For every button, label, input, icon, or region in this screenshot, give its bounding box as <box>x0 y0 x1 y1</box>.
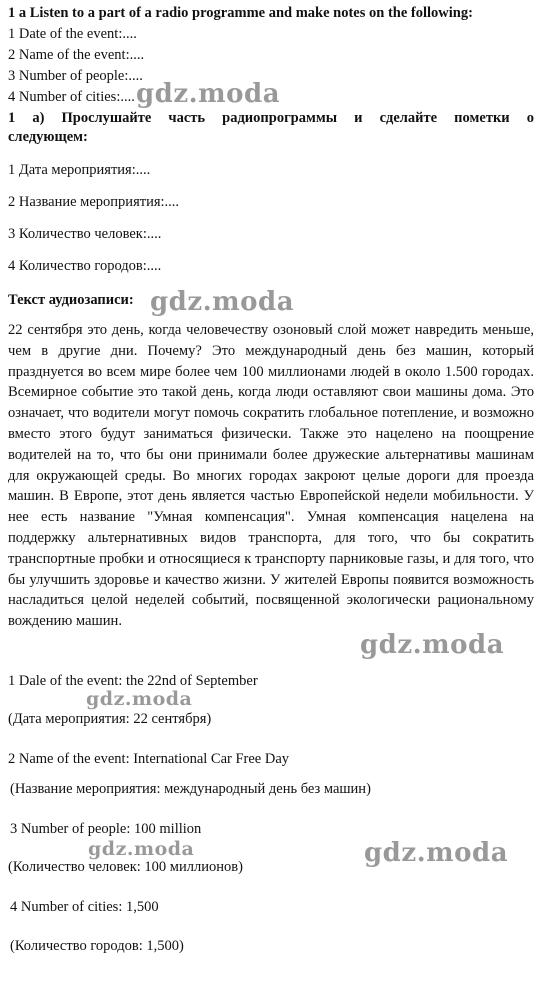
watermark: gdz.moda <box>150 287 295 317</box>
task-heading-ru-line1: 1 а) Прослушайте часть радиопрограммы и сделайте пометки о <box>8 110 534 126</box>
task-heading-en: 1 a Listen to a part of a radio programme and make notes on the following: <box>8 5 473 21</box>
watermark: gdz.moda <box>136 79 281 109</box>
task-item-en-1: 1 Date of the event:.... <box>8 26 137 42</box>
answer-ru-4: (Количество городов: 1,500) <box>10 938 184 954</box>
watermark: gdz.moda <box>364 838 509 868</box>
task-item-ru-2: 2 Название мероприятия:.... <box>8 194 180 210</box>
task-item-en-2: 2 Name of the event:.... <box>8 47 145 63</box>
answer-en-4: 4 Number of cities: 1,500 <box>10 899 159 915</box>
task-item-en-4: 4 Number of cities:.... <box>8 89 135 105</box>
watermark: gdz.moda <box>88 838 195 860</box>
task-item-en-3: 3 Number of people:.... <box>8 68 143 84</box>
watermark: gdz.moda <box>86 688 193 710</box>
transcript-body: 22 сентября это день, когда человечеству озоновый слой может навредить меньше, чем в другие дни. Почему? Это международный день без машин, который празднуется во всем мире более чем 100 миллионами людей в около 1.500 городах. Всемирное событие это такой день, когда люди оставляют свои машины дома. Это означает, что водители могут помочь сократить глобальное потепление, и возможно вместо этого будут заниматься физически. Также это нацелено на поощрение водителей на то, что бы они принимали более дружеские альтернативы машинам для окружающей среды. Во многих городах закроют целые дороги для проезда машин. В Европе, этот день является частью Европейской недели мобильности. У нее есть название "Умная компенсация". Умная компенсация нацелена на поддержку альтернативных видов транспорта, для того, что бы сократить транспортные пробки и относящиеся к транспорту парниковые газы, и для того, что бы улучшить здоровье и качество жизни. У жителей Европы появится возможность насладиться целой неделей событий, посвященной экологически рациональному вождению машин. <box>8 322 534 630</box>
task-item-ru-3: 3 Количество человек:.... <box>8 226 162 242</box>
watermark: gdz.moda <box>360 630 505 660</box>
answer-ru-2: (Название мероприятия: международный день без машин) <box>10 781 371 797</box>
task-item-ru-1: 1 Дата мероприятия:.... <box>8 162 151 178</box>
answer-en-2: 2 Name of the event: International Car Free Day <box>8 751 290 767</box>
task-item-ru-4: 4 Количество городов:.... <box>8 258 162 274</box>
transcript-heading: Текст аудиозаписи: <box>8 292 134 308</box>
answer-en-3: 3 Number of people: 100 million <box>10 821 202 837</box>
task-heading-ru-line2: следующем: <box>8 129 88 145</box>
answer-ru-3: (Количество человек: 100 миллионов) <box>8 859 243 875</box>
answer-ru-1: (Дата мероприятия: 22 сентября) <box>8 711 212 727</box>
answer-en-1: 1 Dale of the event: the 22nd of September <box>8 673 258 689</box>
